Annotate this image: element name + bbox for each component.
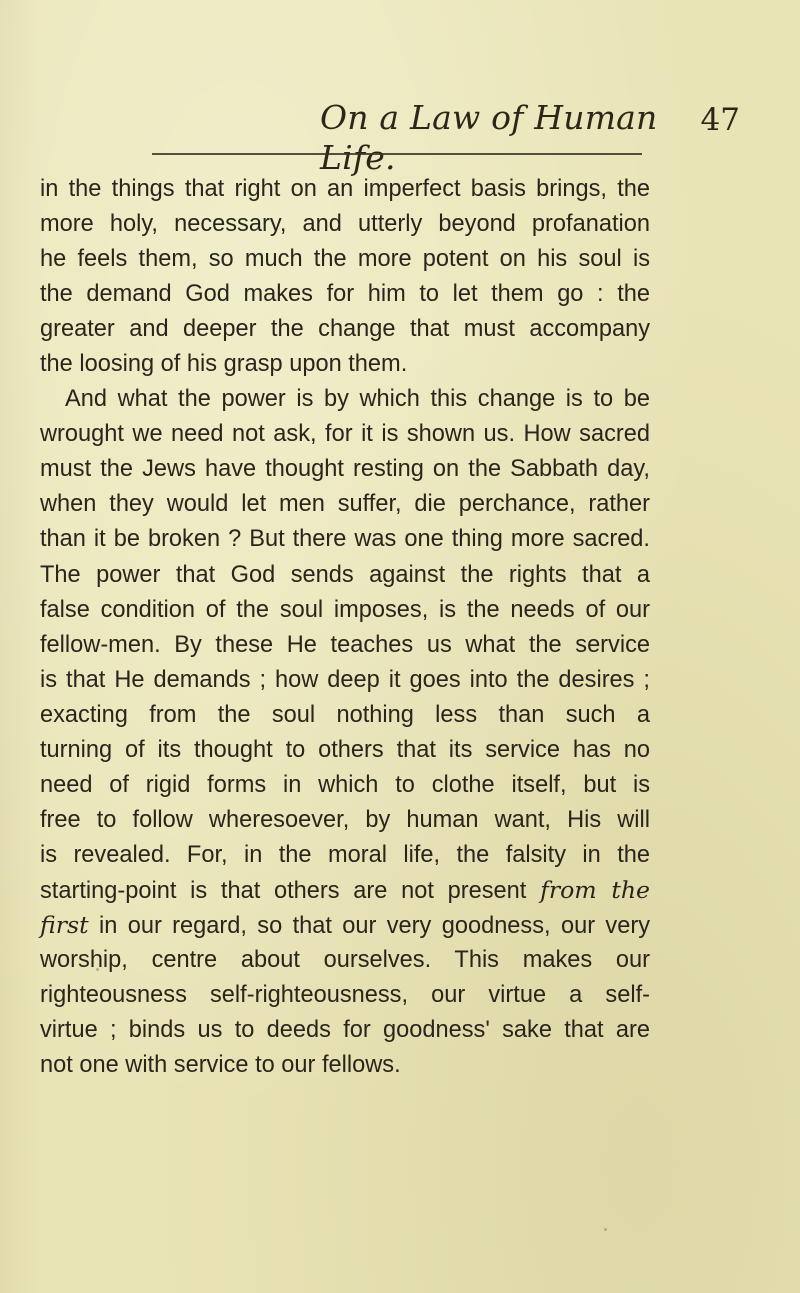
text-line: is that He demands ; how deep it goes into the desires ; xyxy=(40,666,650,693)
line-21-text: starting-point is that others are not present xyxy=(40,877,541,904)
text-line: fellow-men. By these He teaches us what the service xyxy=(40,631,650,658)
text-line: The power that God sends against the rights that a xyxy=(40,561,650,588)
text-line: free to follow wheresoever, by human want, His will xyxy=(40,806,650,833)
text-line: is revealed. For, in the moral life, the falsity in the xyxy=(40,841,650,868)
paper-speck xyxy=(604,1228,607,1231)
text-line: must the Jews have thought resting on the Sabbath day, xyxy=(40,456,650,483)
text-line: exacting from the soul nothing less than such a xyxy=(40,701,650,728)
header-rule xyxy=(152,153,642,155)
text-line: the demand God makes for him to let them go : the xyxy=(40,281,650,308)
text-line: righteousness self-righteousness, our virtue a self- xyxy=(40,982,650,1009)
text-line: virtue ; binds us to deeds for goodness' sake that are xyxy=(40,1017,650,1044)
text-line: more holy, necessary, and utterly beyond profanation xyxy=(40,211,650,238)
paper-speck xyxy=(96,968,99,971)
text-line: greater and deeper the change that must accompany xyxy=(40,316,650,343)
text-line-with-emphasis xyxy=(40,873,650,908)
emphasis-from-the: from the xyxy=(540,875,650,904)
text-line: when they would let men suffer, die perchance, rather xyxy=(40,491,650,518)
text-line: the loosing of his grasp upon them. xyxy=(40,351,408,378)
page-number: 47 xyxy=(700,102,740,138)
text-line: wrought we need not ask, for it is shown us. How sacred xyxy=(40,421,650,448)
text-line: turning of its thought to others that its service has no xyxy=(40,736,650,763)
text-line: false condition of the soul imposes, is the needs of our xyxy=(40,596,650,623)
emphasis-first: first xyxy=(40,910,89,939)
line-22-text: in our regard, so that our very goodness, our very xyxy=(88,912,650,939)
body-text xyxy=(40,172,650,1083)
text-line: need of rigid forms in which to clothe itself, but is xyxy=(40,771,650,798)
paragraph-start-line: And what the power is by which this change is to be xyxy=(65,386,650,413)
running-head xyxy=(150,98,740,177)
text-line: not one with service to our fellows. xyxy=(40,1052,401,1079)
text-line: he feels them, so much the more potent on his soul is xyxy=(40,246,650,273)
text-line: worship, centre about ourselves. This makes our xyxy=(40,947,650,974)
text-line: in the things that right on an imperfect basis brings, the xyxy=(40,176,650,202)
text-line: than it be broken ? But there was one thing more sacred. xyxy=(40,526,650,553)
paper-speck xyxy=(628,184,631,187)
running-title: On a Law of Human Life. xyxy=(320,98,658,177)
text-line-with-emphasis xyxy=(40,908,650,943)
